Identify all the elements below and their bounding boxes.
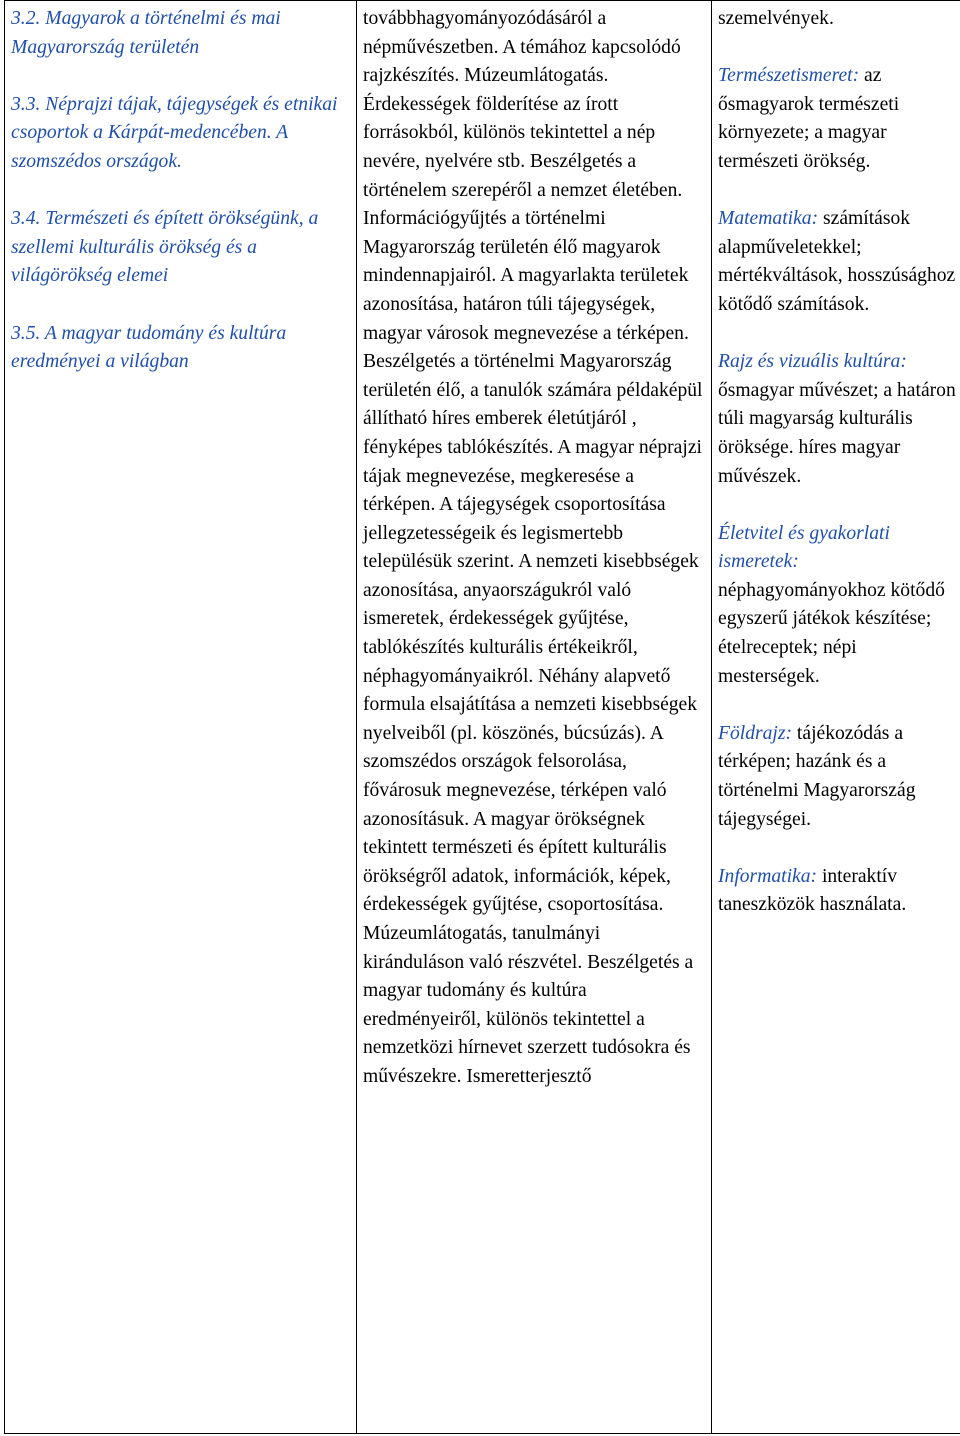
table-row [5, 1, 960, 1434]
connection-label: Rajz és vizuális kultúra: [718, 351, 907, 373]
connection-text: az ősmagyarok természeti környezete; a magyar természeti örökség. [718, 65, 900, 172]
topic-item: 3.5. A magyar tudomány és kultúra eredményei a világban [11, 322, 287, 373]
connection-text: néphagyományokhoz kötődő egyszerű játékok készítése; ételreceptek; népi mesterségek. [718, 579, 945, 687]
connection-text: interaktív taneszközök használata. [718, 865, 907, 916]
activities-cell [357, 1, 712, 1434]
connection-label: Matematika: [718, 208, 819, 230]
connection-text: számítások alapműveletekkel; mértékváltások, hosszúsághoz kötődő számítások. [718, 208, 956, 315]
connection-block [718, 720, 958, 834]
connection-block [718, 205, 958, 319]
topics-cell [5, 1, 357, 1434]
connection-label: Életvitel és gyakorlati ismeretek: [718, 522, 890, 573]
activities-text: továbbhagyományozódásáról a népművészetben. A témához kapcsolódó rajzkészítés. Múzeumlátogatás. Érdekességek földerítése az írott forrásokból, különös tekintettel a nép nevére, nyelvére stb. Beszélgetés a történelem szerepéről a nemzet életében. Információgyűjtés a történelmi Magyarország területén élő magyarok mindennapjairól. A magyarlakta területek azonosítása, határon túli tájegységek, magyar városok megnevezése a térképen. Beszélgetés a történelmi Magyarország területén élő, a tanulók számára példaképül állítható híres emberek életútjáról , fényképes tablókészítés. A magyar néprajzi tájak megnevezése, megkeresése a térképen. A tájegységek csoportosítása jellegzetességeik és legismertebb településük szerint. A nemzeti kisebbségek azonosítása, anyaországukról való ismeretek, érdekességek gyűjtése, tablókészítés kulturális értékeikről, néphagyományaikról. Néhány alapvető formula elsajátítása a nemzeti kisebbségek nyelveiből (pl. köszönés, búcsúzás). A szomszédos országok felsorolása, fővárosuk megnevezése, térképen való azonosításuk. A magyar örökségnek tekintett természeti és épített kulturális örökségről adatok, információk, képek, érdekességek gyűjtése, csoportosítása. Múzeumlátogatás, tanulmányi kiránduláson való részvétel. Beszélgetés a magyar tudomány és kultúra eredményeiről, különös tekintettel a nemzetközi hírnevet szerzett tudósokra és művészekre. Ismeretterjesztő [363, 8, 703, 1087]
connections-intro: szemelvények. [718, 8, 834, 29]
connection-label: Informatika: [718, 865, 818, 887]
connection-text: tájékozódás a térképen; hazánk és a történelmi Magyarország tájegységei. [718, 722, 916, 830]
connection-label: Természetismeret: [718, 65, 860, 87]
connection-block [718, 520, 958, 692]
connections-cell [712, 1, 960, 1434]
curriculum-table [4, 0, 960, 1434]
topic-item: 3.3. Néprajzi tájak, tájegységek és etnikai csoportok a Kárpát-medencében. A szomszédos országok. [11, 93, 338, 172]
connection-block [718, 62, 958, 176]
topic-item: 3.4. Természeti és épített örökségünk, a szellemi kulturális örökség és a világörökség elemei [11, 208, 319, 287]
topic-item: 3.2. Magyarok a történelmi és mai Magyarország területén [11, 8, 281, 58]
connection-block [718, 863, 958, 920]
connection-label: Földrajz: [718, 722, 793, 744]
connection-block [718, 348, 958, 491]
connection-text: ősmagyar művészet; a határon túli magyarság kulturális öröksége. híres magyar művészek. [718, 379, 956, 487]
